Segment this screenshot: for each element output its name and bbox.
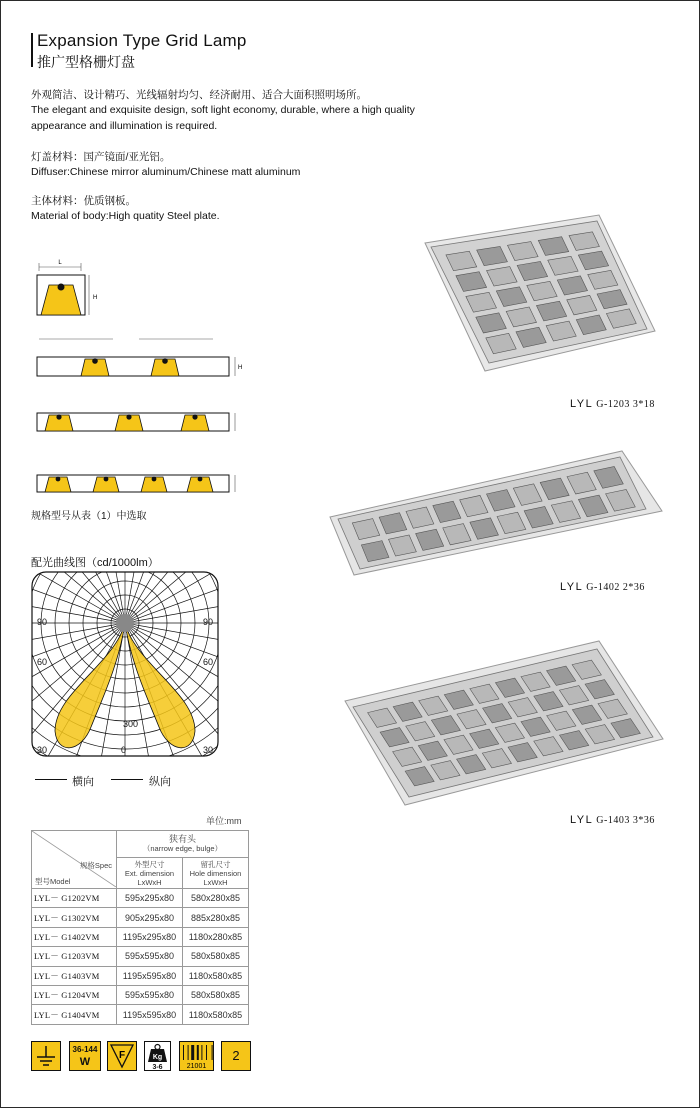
dim-l-label: L xyxy=(58,260,62,266)
svg-text:F: F xyxy=(118,1050,126,1061)
label-30-left: 30 xyxy=(37,745,48,755)
col2-header-fmt: LxWxH xyxy=(203,877,228,887)
ext-dimension-cell: 1195x595x80 xyxy=(117,966,183,985)
ext-dimension-cell: 595x595x80 xyxy=(117,947,183,966)
label-90-left: 90 xyxy=(37,617,48,627)
label-60-right: 60 xyxy=(203,657,214,667)
label-30-right: 30 xyxy=(203,745,214,755)
spec-header: 规格Spec xyxy=(79,861,112,870)
cross-section-drawings xyxy=(29,259,259,499)
label-0: 0 xyxy=(121,745,127,755)
label-300: 300 xyxy=(123,719,139,729)
model-cell: LYL－ G1403VM xyxy=(32,966,117,985)
model-cell: LYL－ G1404VM xyxy=(32,1005,117,1024)
col1-header-cn: 外型尺寸 xyxy=(134,859,165,869)
description-cn: 外观简洁、设计精巧、光线辐射均匀、经济耐用、适合大面积照明场所。 xyxy=(31,89,367,101)
product-label-g1402: LYL G-1402 2*36 xyxy=(560,581,645,593)
ext-dimension-cell: 595x295x80 xyxy=(117,889,183,908)
polar-chart-title: 配光曲线图（cd/1000lm） xyxy=(31,557,159,569)
flammable-surface-icon xyxy=(107,1041,137,1071)
ext-dimension-cell: 905x295x80 xyxy=(117,908,183,927)
legend-horizontal-label: 横向 xyxy=(72,776,94,788)
table-row xyxy=(32,966,249,985)
table-row xyxy=(32,927,249,946)
table-row xyxy=(32,889,249,908)
table-row xyxy=(32,947,249,966)
table-row xyxy=(32,985,249,1004)
barcode-icon xyxy=(179,1041,214,1071)
single-section-drawing xyxy=(37,260,97,315)
legend-line-horizontal xyxy=(35,779,67,780)
selection-note: 规格型号从表（1）中选取 xyxy=(31,511,147,522)
page-title: Expansion Type Grid Lamp xyxy=(37,31,247,50)
four-lamp-section-drawing xyxy=(37,475,235,492)
hole-dimension-cell: 1180x280x85 xyxy=(183,927,249,946)
legend-line-vertical xyxy=(111,779,143,780)
title-accent-bar xyxy=(31,33,33,67)
hole-dimension-cell: 885x280x85 xyxy=(183,908,249,927)
table-row xyxy=(32,1005,249,1024)
ext-dimension-cell: 1195x595x80 xyxy=(117,1005,183,1024)
product-label-g1403: LYL G-1403 3*36 xyxy=(570,814,655,826)
svg-text:21001: 21001 xyxy=(186,1063,207,1070)
ext-dimension-cell: 595x595x80 xyxy=(117,985,183,1004)
description-en-1: The elegant and exquisite design, soft light economy, durable, where a high quality xyxy=(31,104,415,116)
product-image-g1203 xyxy=(419,213,659,373)
ext-dimension-cell: 1195x295x80 xyxy=(117,927,183,946)
product-image-g1403 xyxy=(341,639,666,807)
hole-dimension-cell: 580x580x85 xyxy=(183,947,249,966)
group-header-en: （narrow edge, bulge） xyxy=(142,844,223,853)
model-header: 型号Model xyxy=(35,877,71,886)
diffuser-cn: 灯盖材料：国产镜面/亚光铝。 xyxy=(31,151,171,163)
polar-light-distribution-chart xyxy=(31,571,219,757)
table-corner-header xyxy=(32,831,117,889)
hole-dimension-cell: 580x580x85 xyxy=(183,985,249,1004)
warranty-icon: 2 xyxy=(221,1041,251,1071)
group-header-cn: 狭有头 xyxy=(168,834,196,844)
model-cell: LYL－ G1203VM xyxy=(32,947,117,966)
three-lamp-section-drawing xyxy=(37,413,235,431)
svg-text:Kg: Kg xyxy=(152,1054,163,1061)
hole-dimension-cell: 1180x580x85 xyxy=(183,1005,249,1024)
hole-dimension-cell: 580x280x85 xyxy=(183,889,249,908)
hole-dimension-cell: 1180x580x85 xyxy=(183,966,249,985)
page-title-cn: 推广型格栅灯盘 xyxy=(37,54,135,70)
body-material-en: Material of body:High quatity Steel plate. xyxy=(31,210,220,222)
description-en-2: appearance and illumination is required. xyxy=(31,120,218,132)
model-cell: LYL－ G1402VM xyxy=(32,927,117,946)
label-90-right: 90 xyxy=(203,617,214,627)
col2-header-en: Hole dimension xyxy=(189,868,242,878)
power-icon: 36-144 W xyxy=(69,1041,101,1071)
product-image-g1402 xyxy=(326,449,666,581)
legend-vertical-label: 纵向 xyxy=(149,776,171,788)
table-row xyxy=(32,908,249,927)
svg-text:H: H xyxy=(238,365,243,371)
dim-h-label: H xyxy=(93,295,98,301)
ground-icon xyxy=(31,1041,61,1071)
spec-table xyxy=(31,830,249,1025)
model-cell: LYL－ G1204VM xyxy=(32,985,117,1004)
col2-header-cn: 留孔尺寸 xyxy=(200,859,231,869)
two-lamp-section-drawing xyxy=(37,339,242,376)
weight-icon xyxy=(144,1041,171,1071)
svg-text:3-6: 3-6 xyxy=(152,1064,163,1070)
product-label-g1203: LYL G-1203 3*18 xyxy=(570,398,655,410)
diffuser-en: Diffuser:Chinese mirror aluminum/Chinese matt aluminum xyxy=(31,166,301,178)
col1-header-en: Ext. dimension xyxy=(124,868,175,878)
label-60-left: 60 xyxy=(37,657,48,667)
model-cell: LYL－ G1302VM xyxy=(32,908,117,927)
model-cell: LYL－ G1202VM xyxy=(32,889,117,908)
unit-label: 单位:mm xyxy=(206,816,242,826)
col1-header-fmt: LxWxH xyxy=(137,877,162,887)
body-material-cn: 主体材料：优质钢板。 xyxy=(31,195,136,207)
